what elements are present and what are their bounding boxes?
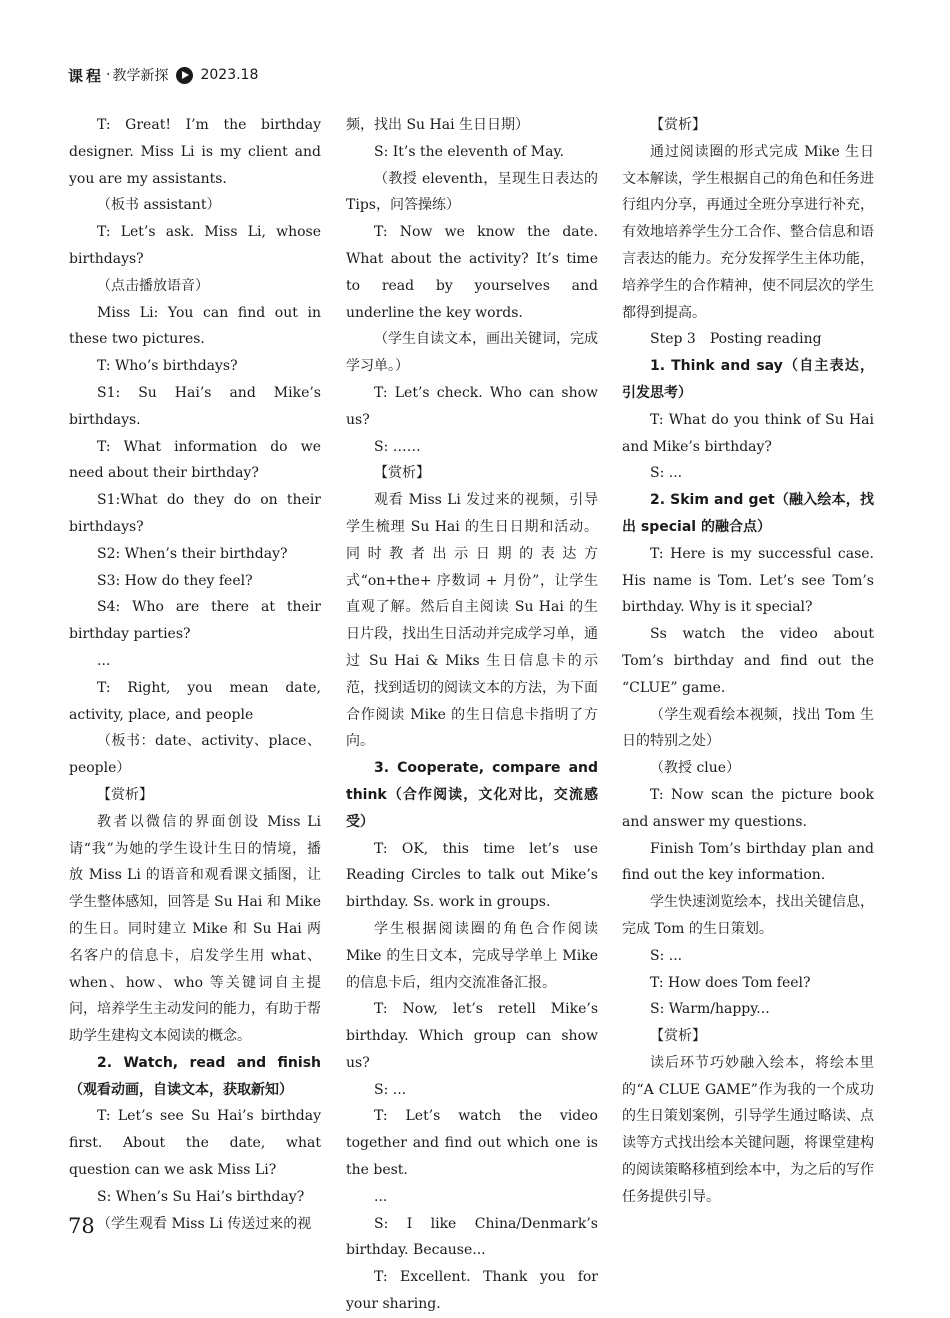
subsection-heading: 3. Cooperate, compare and think（合作阅读，文化对比，交流感受）	[346, 760, 598, 830]
paragraph: （板书 assistant）	[97, 197, 221, 214]
paragraph: S: ...	[650, 465, 683, 482]
running-header	[68, 64, 258, 86]
paragraph: T: Who’s birthdays?	[97, 358, 238, 375]
column-2	[346, 112, 598, 1318]
paragraph: 读后环节巧妙融入绘本，将绘本里的“A CLUE GAME”作为我的一个成功的生日策划案例，引导学生通过略读、点读等方式找出绘本关键问题，将课堂建构的阅读策略移植到绘本中，为之后的写作任务提供引导。	[622, 1054, 874, 1205]
paragraph: T: Excellent. Thank you for your sharing.	[346, 1269, 598, 1313]
subsection-heading: 1. Think and say（自主表达，引发思考）	[622, 358, 874, 401]
paragraph: 学生根据阅读圈的角色合作阅读 Mike 的生日文本，完成导学单上 Mike 的信息卡后，组内交流准备汇报。	[346, 920, 598, 991]
paragraph: T: OK, this time let’s use Reading Circles to talk out Mike’s birthday. Ss. work in groups.	[346, 840, 598, 911]
paragraph: T: Let’s see Su Hai’s birthday first. About the date, what question can we ask Miss Li?	[69, 1108, 321, 1179]
column-1	[69, 112, 321, 1237]
paragraph: T: Right, you mean date, activity, place, and people	[69, 679, 321, 723]
paragraph: S: It’s the eleventh of May.	[374, 143, 564, 160]
paragraph: S: ...	[650, 947, 683, 964]
paragraph: T: Now scan the picture book and answer my questions.	[622, 786, 874, 830]
paragraph: T: Now we know the date. What about the activity? It’s time to read by yourselves and underline the key words.	[346, 224, 598, 321]
paragraph: （板书：date、activity、place、people）	[69, 733, 321, 777]
paragraph: 观看 Miss Li 发过来的视频，引导学生梳理 Su Hai 的生日日期和活动。同时教者出示日期的表达方式“on+the+ 序数词 + 月份”，让学生直观了解。然后自主阅读 Su Hai 的生日片段，找出生日活动并完成学习单，通过 Su Hai & Miks 生日信息卡的示范，找到适切的阅读文本的方法，为下面合作阅读 Mike 的生日信息卡指明了方向。	[346, 492, 598, 750]
play-icon	[176, 67, 193, 84]
header-separator: ·	[106, 67, 111, 83]
paragraph: S: When’s Su Hai’s birthday?	[97, 1188, 305, 1205]
paragraph: （教授 clue）	[650, 760, 741, 777]
column-3	[622, 112, 874, 1211]
paragraph: Ss watch the video about Tom’s birthday and find out the “CLUE” game.	[622, 626, 874, 696]
step-heading: Step 3 Posting reading	[650, 331, 822, 348]
paragraph: （教授 eleventh，呈现生日表达的 Tips，问答操练）	[346, 170, 598, 214]
paragraph: T: Now, let’s retell Mike’s birthday. Which group can show us?	[346, 1001, 598, 1071]
paragraph: T: Great! I’m the birthday designer. Miss Li is my client and you are my assistants.	[69, 117, 321, 187]
paragraph: T: Let’s ask. Miss Li, whose birthdays?	[69, 224, 321, 267]
paragraph: 学生快速浏览绘本，找出关键信息，完成 Tom 的生日策划。	[622, 894, 874, 937]
analysis-heading: 【赏析】	[650, 1028, 706, 1045]
paragraph: Finish Tom’s birthday plan and find out the key information.	[622, 840, 874, 884]
journal-name: 课程	[68, 66, 105, 85]
paragraph: S: ……	[374, 438, 421, 455]
paragraph: ...	[374, 1188, 388, 1205]
paragraph: （学生自读文本，画出关键词，完成学习单。）	[346, 331, 598, 375]
analysis-heading: 【赏析】	[650, 117, 706, 133]
paragraph: 频，找出 Su Hai 生日日期）	[346, 117, 529, 133]
paragraph: S: I like China/Denmark’s birthday. Because...	[346, 1215, 598, 1259]
paragraph: S: Warm/happy...	[650, 1001, 770, 1018]
paragraph: S1:What do they do on their birthdays?	[69, 492, 321, 535]
paragraph: T: What information do we need about their birthday?	[69, 438, 321, 482]
section-name: 教学新探	[112, 68, 169, 84]
subsection-heading: 2. Watch, read and finish（观看动画，自读文本，获取新知）	[69, 1054, 321, 1098]
paragraph: S3: How do they feel?	[97, 572, 253, 589]
paragraph: （点击播放语音）	[97, 277, 209, 294]
paragraph: S1: Su Hai’s and Mike’s birthdays.	[69, 384, 321, 428]
analysis-heading: 【赏析】	[97, 786, 153, 803]
paragraph: （学生观看绘本视频，找出 Tom 生日的特别之处）	[622, 706, 874, 750]
paragraph: S4: Who are there at their birthday parties?	[69, 599, 321, 643]
paragraph: 教者以微信的界面创设 Miss Li 请“我”为她的学生设计生日的情境，播放 Miss Li 的语音和观看课文插图，让学生整体感知，回答是 Su Hai 和 Mike 的生日。同时建立 Mike 和 Su Hai 两名客户的信息卡，启发学生用 what、when、how、who 等关键词自主提问，培养学生主动发问的能力，有助于帮助学生建构文本阅读的概念。	[69, 813, 321, 1045]
paragraph: T: Here is my successful case. His name is Tom. Let’s see Tom’s birthday. Why is it special?	[622, 545, 874, 616]
page-number: 78	[68, 1214, 95, 1238]
paragraph: Miss Li: You can find out in these two pictures.	[69, 304, 321, 348]
paragraph: T: Let’s check. Who can show us?	[346, 384, 598, 428]
analysis-heading: 【赏析】	[374, 465, 430, 482]
paragraph: S: ...	[374, 1081, 407, 1098]
paragraph: （学生观看 Miss Li 传送过来的视	[97, 1215, 312, 1232]
paragraph: T: What do you think of Su Hai and Mike’s birthday?	[622, 411, 874, 455]
subsection-heading: 2. Skim and get（融入绘本，找出 special 的融合点）	[622, 492, 874, 535]
paragraph: 通过阅读圈的形式完成 Mike 生日文本解读，学生根据自己的角色和任务进行组内分享，再通过全班分享进行补充，有效地培养学生分工合作、整合信息和语言表达的能力。充分发挥学生主体功能，培养学生的合作精神，使不同层次的学生都得到提高。	[622, 143, 874, 321]
issue-number: 2023.18	[200, 67, 259, 83]
paragraph: T: How does Tom feel?	[650, 974, 811, 991]
paragraph: T: Let’s watch the video together and find out which one is the best.	[346, 1108, 598, 1179]
paragraph: ...	[97, 652, 111, 669]
paragraph: S2: When’s their birthday?	[97, 545, 288, 562]
